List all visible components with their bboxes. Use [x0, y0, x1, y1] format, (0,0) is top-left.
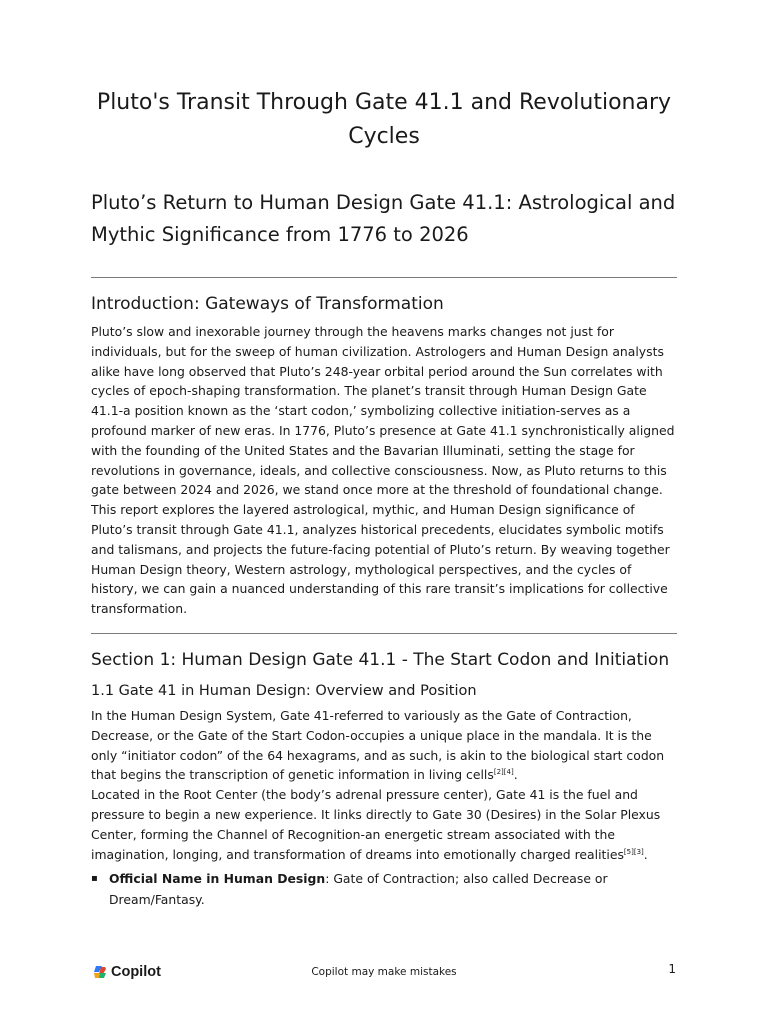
intro-heading: Introduction: Gateways of Transformation: [91, 294, 444, 314]
section-1-heading: Section 1: Human Design Gate 41.1 - The Start Codon and Initiation: [91, 649, 670, 670]
divider: [91, 277, 677, 278]
subsection-1-1-heading: 1.1 Gate 41 in Human Design: Overview and Position: [91, 682, 477, 699]
list-item-text: : Gate of Contraction; also called Decrease or Dream/Fantasy.: [109, 871, 608, 907]
page-number: 1: [668, 962, 676, 976]
citation-link[interactable]: [5][3]: [623, 847, 644, 856]
disclaimer-text: Copilot may make mistakes: [311, 966, 457, 978]
subsection-paragraph-2: Located in the Root Center (the body’s adrenal pressure center), Gate 41 is the fuel and pressure to begin a new experience. It links directly to Gate 30 (Desires) in the Solar Plexus Center, forming the Channel of Recognition-an energetic stream associated with the imagination, longing, and transformation of dreams into emotionally charged realities[5][3].: [91, 787, 661, 862]
paragraph-text: In the Human Design System, Gate 41-referred to variously as the Gate of Contraction, Decrease, or the Gate of the Start Codon-occupies a unique place in the mandala. It is the only “initiator codon” of the 64 hexagrams, and as such, is akin to the biological start codon that begins the transcription of genetic information in living cells: [91, 707, 665, 783]
list-item: [91, 869, 677, 910]
intro-section: [91, 292, 677, 619]
intro-paragraph-1: Pluto’s slow and inexorable journey through the heavens marks changes not just for individuals, but for the sweep of human civilization. Astrologers and Human Design analysts alike have long observed that Pluto’s 248-year orbital period around the Sun correlates with cycles of epoch-shaping transformation. The planet’s transit through Human Design Gate 41.1-a position known as the ‘start codon,’ symbolizing collective initiation-serves as a profound marker of new eras. In 1776, Pluto’s presence at Gate 41.1 synchronistically aligned with the founding of the United States and the Bavarian Illuminati, setting the stage for revolutions in governance, ideals, and collective consciousness. Now, as Pluto returns to this gate between 2024 and 2026, we stand once more at the threshold of foundational change.: [91, 324, 675, 498]
divider: [91, 633, 677, 634]
list-item-label: Official Name in Human Design: [109, 871, 326, 887]
bullet-marker: ▪: [91, 873, 98, 885]
bullet-list: [91, 869, 677, 910]
intro-paragraph-2: This report explores the layered astrological, mythic, and Human Design significance of Pluto’s transit through Gate 41.1, analyzes historical precedents, elucidates symbolic motifs and talismans, and projects the future-facing potential of Pluto’s return. By weaving together Human Design theory, Western astrology, mythological perspectives, and the cycles of history, we can gain a nuanced understanding of this rare transit’s implications for collective transformation.: [91, 502, 670, 617]
document-subtitle: Pluto’s Return to Human Design Gate 41.1: Astrological and Mythic Significance from 1776 to 2026: [91, 191, 676, 246]
document-page: [91, 86, 677, 910]
page-footer: [0, 962, 768, 986]
paragraph-text: Located in the Root Center (the body’s adrenal pressure center), Gate 41 is the fuel and pressure to begin a new experience. It links directly to Gate 30 (Desires) in the Solar Plexus Center, forming the Channel of Recognition-an energetic stream associated with the imagination, longing, and transformation of dreams into emotionally charged realities: [91, 787, 661, 862]
subsection-paragraph-1: In the Human Design System, Gate 41-referred to variously as the Gate of Contraction, Decrease, or the Gate of the Start Codon-occupies a unique place in the mandala. It is the only “initiator codon” of the 64 hexagrams, and as such, is akin to the biological start codon that begins the transcription of genetic information in living cells[2][4].: [91, 707, 665, 783]
logo-text: Copilot: [111, 964, 161, 980]
document-title: Pluto's Transit Through Gate 41.1 and Revolutionary Cycles: [96, 90, 672, 149]
citation-link[interactable]: [2][4]: [493, 768, 514, 777]
section-1: [91, 648, 677, 910]
